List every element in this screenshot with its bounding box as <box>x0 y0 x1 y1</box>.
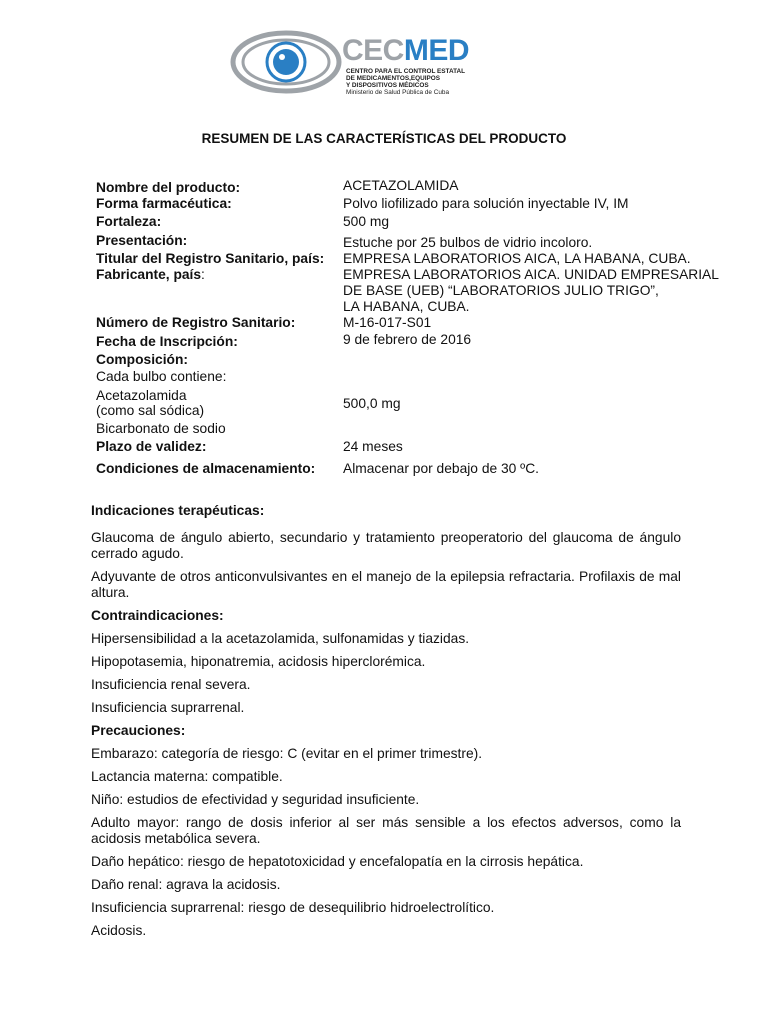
paragraph: Hipersensibilidad a la acetazolamida, sulfonamidas y tiazidas. <box>91 631 470 646</box>
document-title: RESUMEN DE LAS CARACTERÍSTICAS DEL PRODUCTO <box>201 131 567 146</box>
heading-contraindicaciones: Contraindicaciones: <box>91 608 224 623</box>
label-fabricante-colon: : <box>201 267 205 282</box>
value-fabricante-line: LA HABANA, CUBA. <box>343 299 470 314</box>
paragraph: Niño: estudios de efectividad y seguridad insuficiente. <box>91 792 420 807</box>
ingrediente-amount: 500,0 mg <box>343 396 401 411</box>
label-inscripcion: Fecha de Inscripción: <box>96 334 238 349</box>
value-fabricante-line: EMPRESA LABORATORIOS AICA. UNIDAD EMPRESARIAL <box>343 267 719 282</box>
label-presentacion: Presentación: <box>96 233 188 248</box>
paragraph: Insuficiencia renal severa. <box>91 677 251 692</box>
logo-ministry: Ministerio de Salud Pública de Cuba <box>346 89 450 96</box>
label-validez: Plazo de validez: <box>96 439 207 454</box>
label-fortaleza: Fortaleza: <box>96 214 162 229</box>
label-composicion: Composición: <box>96 352 188 367</box>
label-almacenamiento: Condiciones de almacenamiento: <box>96 461 316 476</box>
label-forma: Forma farmacéutica: <box>96 196 232 211</box>
composicion-intro: Cada bulbo contiene: <box>96 369 227 384</box>
ingrediente-name: Acetazolamida <box>96 388 187 403</box>
logo-subtitle-line: Y DISPOSITIVOS MÉDICOS <box>346 82 429 89</box>
logo-subtitle-line: CENTRO PARA EL CONTROL ESTATAL <box>346 68 466 75</box>
paragraph: Daño renal: agrava la acidosis. <box>91 877 281 892</box>
cecmed-logo <box>230 28 502 98</box>
label-nombre: Nombre del producto: <box>96 180 241 195</box>
value-registro: M-16-017-S01 <box>343 315 432 330</box>
logo-subtitle-line: DE MEDICAMENTOS,EQUIPOS <box>346 75 440 82</box>
paragraph: Hipopotasemia, hiponatremia, acidosis hiperclorémica. <box>91 654 426 669</box>
paragraph: Lactancia materna: compatible. <box>91 769 283 784</box>
eye-logo-icon <box>230 30 342 94</box>
value-nombre: ACETAZOLAMIDA <box>343 178 459 193</box>
value-almacenamiento: Almacenar por debajo de 30 ºC. <box>343 461 540 476</box>
value-inscripcion: 9 de febrero de 2016 <box>343 332 472 347</box>
value-fortaleza: 500 mg <box>343 214 390 229</box>
paragraph: Adyuvante de otros anticonvulsivantes en el manejo de la epilepsia refractaria. Profilaxis de mal altura. <box>91 569 681 600</box>
paragraph: Adulto mayor: rango de dosis inferior al ser más sensible a los efectos adversos, como la acidosis metabólica severa. <box>91 815 681 846</box>
ingrediente-note: (como sal sódica) <box>96 403 205 418</box>
document-body <box>91 503 681 946</box>
value-validez: 24 meses <box>343 439 403 454</box>
paragraph: Embarazo: categoría de riesgo: C (evitar en el primer trimestre). <box>91 746 483 761</box>
value-fabricante-line: DE BASE (UEB) “LABORATORIOS JULIO TRIGO”, <box>343 283 659 298</box>
logo-brand-med: MED <box>403 34 470 67</box>
label-titular: Titular del Registro Sanitario, país: <box>96 251 325 266</box>
label-fabricante: Fabricante, país <box>96 267 202 282</box>
logo-brand-cec: CEC <box>342 34 404 67</box>
value-forma: Polvo liofilizado para solución inyectable IV, IM <box>343 196 629 211</box>
label-registro: Número de Registro Sanitario: <box>96 315 296 330</box>
paragraph: Insuficiencia suprarrenal: riesgo de desequilibrio hidroelectrolítico. <box>91 900 495 915</box>
heading-precauciones: Precauciones: <box>91 723 186 738</box>
value-titular: EMPRESA LABORATORIOS AICA, LA HABANA, CUBA. <box>343 251 691 266</box>
label-fabricante-wrap <box>96 267 341 283</box>
paragraph: Acidosis. <box>91 923 147 938</box>
paragraph: Glaucoma de ángulo abierto, secundario y tratamiento preoperatorio del glaucoma de ángulo cerrado agudo. <box>91 530 681 561</box>
heading-indicaciones: Indicaciones terapéuticas: <box>91 503 265 518</box>
logo-subtitle <box>346 68 506 96</box>
excipiente: Bicarbonato de sodio <box>96 421 226 436</box>
paragraph: Insuficiencia suprarrenal. <box>91 700 245 715</box>
paragraph: Daño hepático: riesgo de hepatotoxicidad y encefalopatía en la cirrosis hepática. <box>91 854 584 869</box>
value-fabricante <box>343 267 743 315</box>
value-presentacion: Estuche por 25 bulbos de vidrio incoloro. <box>343 235 593 250</box>
logo-wordmark <box>342 36 469 66</box>
